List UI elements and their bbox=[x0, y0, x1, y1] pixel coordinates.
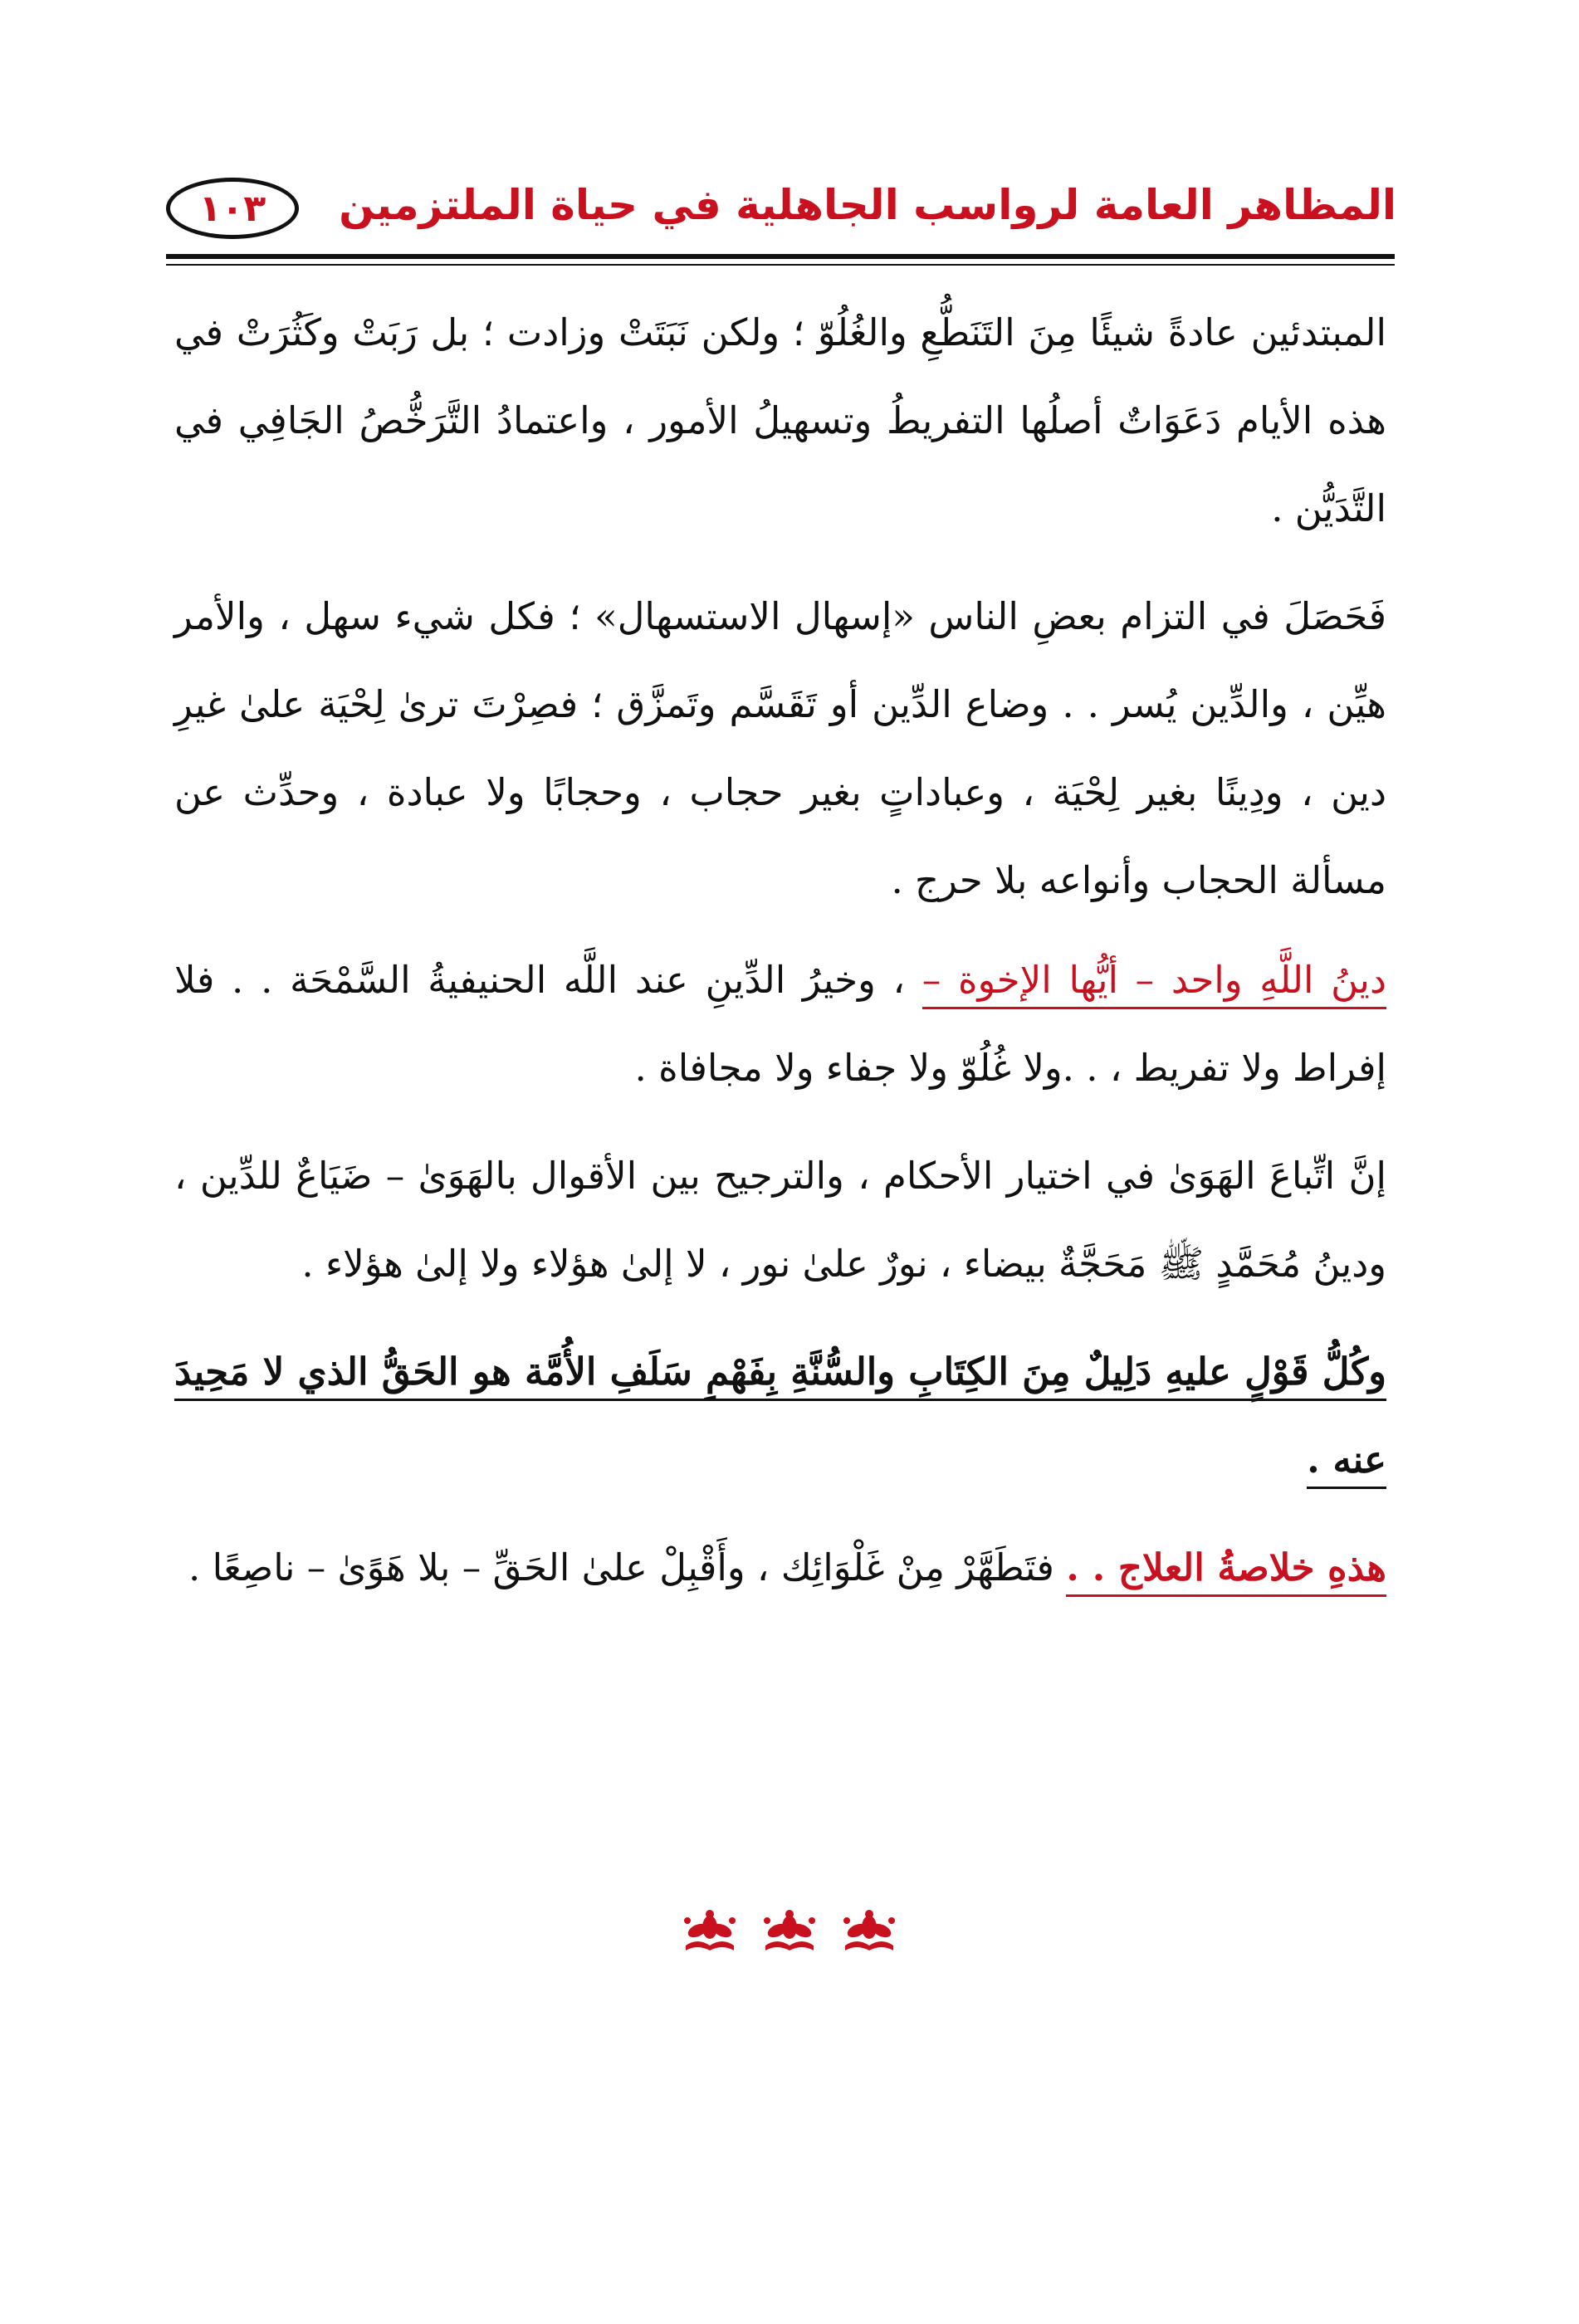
paragraph-1: المبتدئين عادةً شيئًا مِنَ التَنَطُّعِ والغُلُوّ ؛ ولكن نَبَتَتْ وزادت ؛ بل رَبَتْ وكَثُرَتْ في هذه الأيام دَعَوَاتٌ أصلُها التفريطُ وتسهيلُ الأمور ، واعتمادُ التَّرَخُّصُ الجَافِي في التَّدَيُّن . bbox=[174, 310, 1386, 530]
paragraph-3 bbox=[174, 936, 1386, 1112]
highlighted-phrase: دينُ اللَّهِ واحد – أيُّها الإخوة – bbox=[922, 958, 1386, 1009]
paragraph-6-text: فتَطَهَّرْ مِنْ غَلْوَائِك ، وأَقْبِلْ علىٰ الحَقِّ – بلا هَوًىٰ – ناصِعًا . bbox=[188, 1545, 1054, 1589]
running-title: المظاهر العامة لرواسب الجاهلية في حياة الملتزمين bbox=[339, 181, 1396, 229]
header-rule-thick bbox=[166, 254, 1395, 259]
section-ornament bbox=[681, 1909, 898, 1952]
floral-separator-icon bbox=[840, 1909, 898, 1952]
floral-separator-icon bbox=[681, 1909, 739, 1952]
paragraph-6 bbox=[174, 1524, 1386, 1612]
header-rule-thin bbox=[166, 264, 1395, 266]
floral-separator-icon bbox=[760, 1909, 819, 1952]
highlighted-phrase-conclusion: هذهِ خلاصةُ العلاج . . bbox=[1066, 1545, 1386, 1597]
paragraph-2: فَحَصَلَ في التزام بعضِ الناس «إسهال الاستسهال» ؛ فكل شيء سهل ، والأمر هيِّن ، والدِّين يُسر . . وضاع الدِّين أو تَقَسَّم وتَمزَّق ؛ فصِرْتَ ترىٰ لِحْيَة علىٰ غيرِ دين ، ودِينًا بغير لِحْيَة ، وعباداتٍ بغير حجاب ، وحجابًا ولا عبادة ، وحدِّث عن مسألة الحجاب وأنواعه بلا حرج . bbox=[174, 594, 1386, 902]
paragraph-4: إنَّ اتِّباعَ الهَوَىٰ في اختيار الأحكام ، والترجيح بين الأقوال بالهَوَىٰ – ضَيَاعٌ للدِّين ، ودينُ مُحَمَّدٍ ﷺ مَحَجَّةٌ بيضاء ، نورٌ علىٰ نور ، لا إلىٰ هؤلاء ولا إلىٰ هؤلاء . bbox=[174, 1154, 1386, 1286]
paragraph-5 bbox=[174, 1328, 1386, 1504]
page-number: ١٠٣ bbox=[198, 187, 266, 230]
underlined-statement: وكُلُّ قَوْلٍ عليهِ دَلِيلٌ مِنَ الكِتَابِ والسُّنَّةِ بِفَهْمِ سَلَفِ الأُمَّة هو الحَقُّ الذي لا مَحِيدَ عنه . bbox=[174, 1350, 1386, 1489]
body-text bbox=[174, 289, 1386, 1623]
paragraph-3-text: ، وخيرُ الدِّينِ عند اللَّه الحنيفيةُ السَّمْحَة . . فلا إفراط ولا تفريط ، . .ولا غُلُوّ ولا جفاء ولا مجافاة . bbox=[174, 958, 1386, 1090]
page-number-badge bbox=[166, 178, 299, 239]
